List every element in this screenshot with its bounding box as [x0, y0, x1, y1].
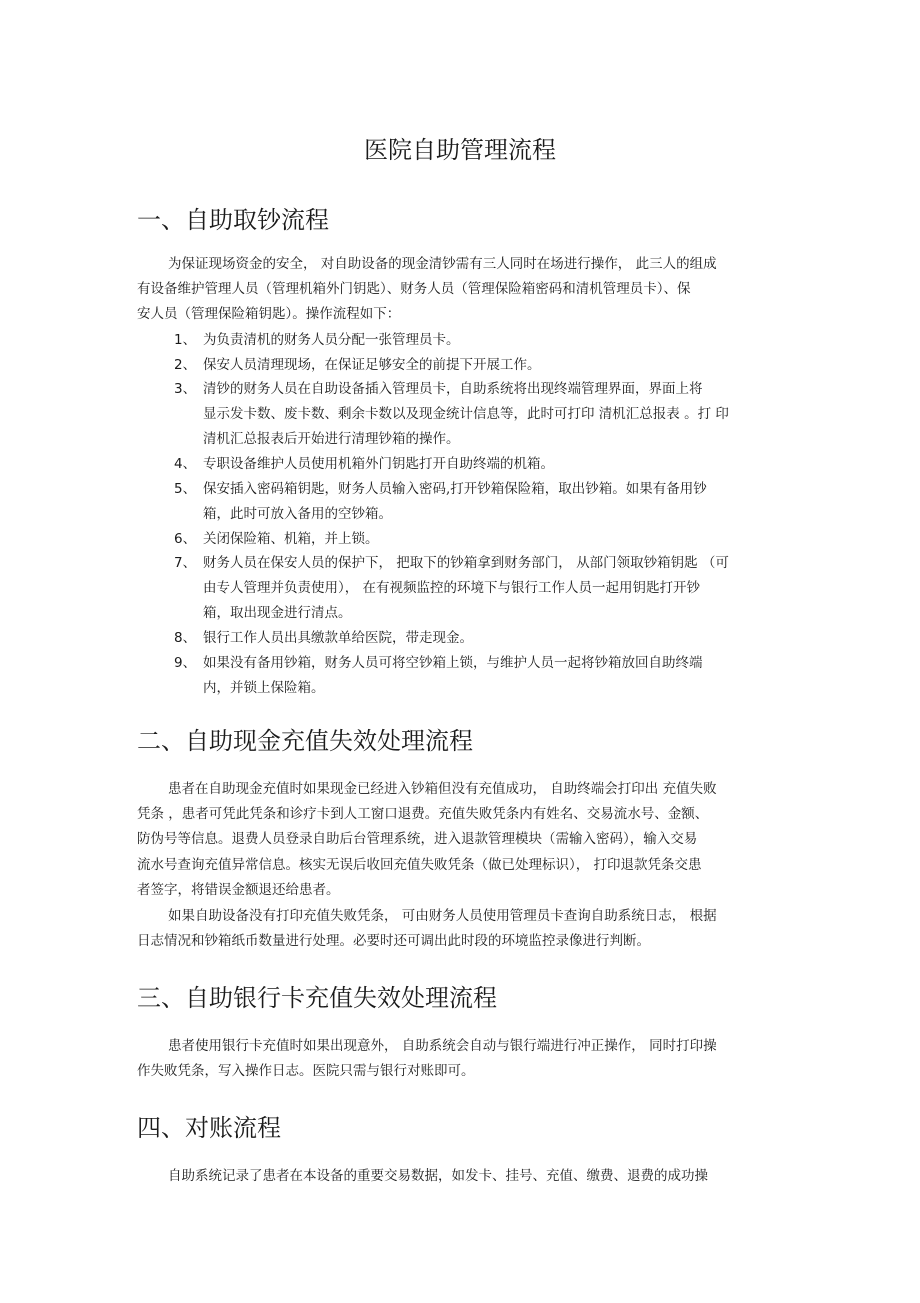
section-heading-4: 四、对账流程: [137, 1114, 281, 1142]
section1-intro-line: 安人员（管理保险箱钥匙）。操作流程如下：: [137, 306, 401, 322]
step-text: 清钞的财务人员在自助设备插入管理员卡，自助系统将出现终端管理界面，界面上将: [203, 381, 703, 397]
step-number: 7、: [174, 555, 197, 571]
section1-intro-line: 为保证现场资金的安全， 对自助设备的现金清钞需有三人同时在场进行操作， 此三人的组成: [168, 256, 717, 272]
section2-para-line: 者签字，将错误金额退还给患者。: [137, 882, 340, 898]
document-title: 医院自助管理流程: [364, 136, 556, 164]
step-number: 1、: [174, 332, 197, 348]
step-text: 显示发卡数、废卡数、剩余卡数以及现金统计信息等，此时可打印 清机汇总报表 。打 印: [203, 406, 729, 422]
section2-para-line: 日志情况和钞箱纸币数量进行处理。必要时还可调出此时段的环境监控录像进行判断。: [137, 933, 650, 949]
step-number: 2、: [174, 357, 197, 373]
step-text: 银行工作人员出具缴款单给医院，带走现金。: [203, 630, 473, 646]
step-text: 为负责清机的财务人员分配一张管理员卡。: [203, 332, 460, 348]
step-text: 专职设备维护人员使用机箱外门钥匙打开自助终端的机箱。: [203, 456, 554, 472]
step-text: 内，并锁上保险箱。: [203, 680, 325, 696]
section3-para-line: 患者使用银行卡充值时如果出现意外， 自助系统会自动与银行端进行冲正操作， 同时打印操: [168, 1038, 717, 1054]
step-number: 4、: [174, 456, 197, 472]
section2-para-line: 凭条 ，患者可凭此凭条和诊疗卡到人工窗口退费。充值失败凭条内有姓名、交易流水号、金额、: [137, 806, 709, 822]
step-text: 保安插入密码箱钥匙，财务人员输入密码,打开钞箱保险箱，取出钞箱。如果有备用钞: [203, 481, 707, 497]
step-text: 关闭保险箱、机箱，并上锁。: [203, 531, 379, 547]
step-text: 箱，取出现金进行清点。: [203, 605, 352, 621]
section4-para-line: 自助系统记录了患者在本设备的重要交易数据，如发卡、挂号、充值、缴费、退费的成功操: [168, 1168, 708, 1184]
step-number: 5、: [174, 481, 197, 497]
section2-para-line: 患者在自助现金充值时如果现金已经进入钞箱但没有充值成功， 自助终端会打印出 充值失败: [168, 781, 717, 797]
step-text: 如果没有备用钞箱，财务人员可将空钞箱上锁，与维护人员一起将钞箱放回自助终端: [203, 655, 703, 671]
step-text: 清机汇总报表后开始进行清理钞箱的操作。: [203, 431, 460, 447]
section-heading-3: 三、自助银行卡充值失效处理流程: [137, 984, 497, 1012]
step-number: 8、: [174, 630, 197, 646]
section3-para-line: 作失败凭条，写入操作日志。医院只需与银行对账即可。: [137, 1063, 475, 1079]
section2-para-line: 如果自助设备没有打印充值失败凭条， 可由财务人员使用管理员卡查询自助系统日志， 根据: [168, 908, 717, 924]
step-text: 箱，此时可放入备用的空钞箱。: [203, 506, 392, 522]
section1-intro-line: 有设备维护管理人员（管理机箱外门钥匙）、财务人员（管理保险箱密码和清机管理员卡）、保: [137, 281, 691, 297]
section-heading-1: 一、自助取钞流程: [137, 206, 329, 234]
step-text: 由专人管理并负责使用）， 在有视频监控的环境下与银行工作人员一起用钥匙打开钞: [203, 580, 701, 596]
step-number: 6、: [174, 531, 197, 547]
step-number: 3、: [174, 381, 197, 397]
section-heading-2: 二、自助现金充值失效处理流程: [137, 727, 473, 755]
step-text: 财务人员在保安人员的保护下， 把取下的钞箱拿到财务部门， 从部门领取钞箱钥匙 （可: [203, 555, 729, 571]
step-text: 保安人员清理现场，在保证足够安全的前提下开展工作。: [203, 357, 541, 373]
section2-para-line: 流水号查询充值异常信息。核实无误后收回充值失败凭条（做已处理标识）， 打印退款凭条交患: [137, 857, 702, 873]
step-number: 9、: [174, 655, 197, 671]
section2-para-line: 防伪号等信息。退费人员登录自助后台管理系统，进入退款管理模块（需输入密码），输入交易: [137, 831, 698, 847]
